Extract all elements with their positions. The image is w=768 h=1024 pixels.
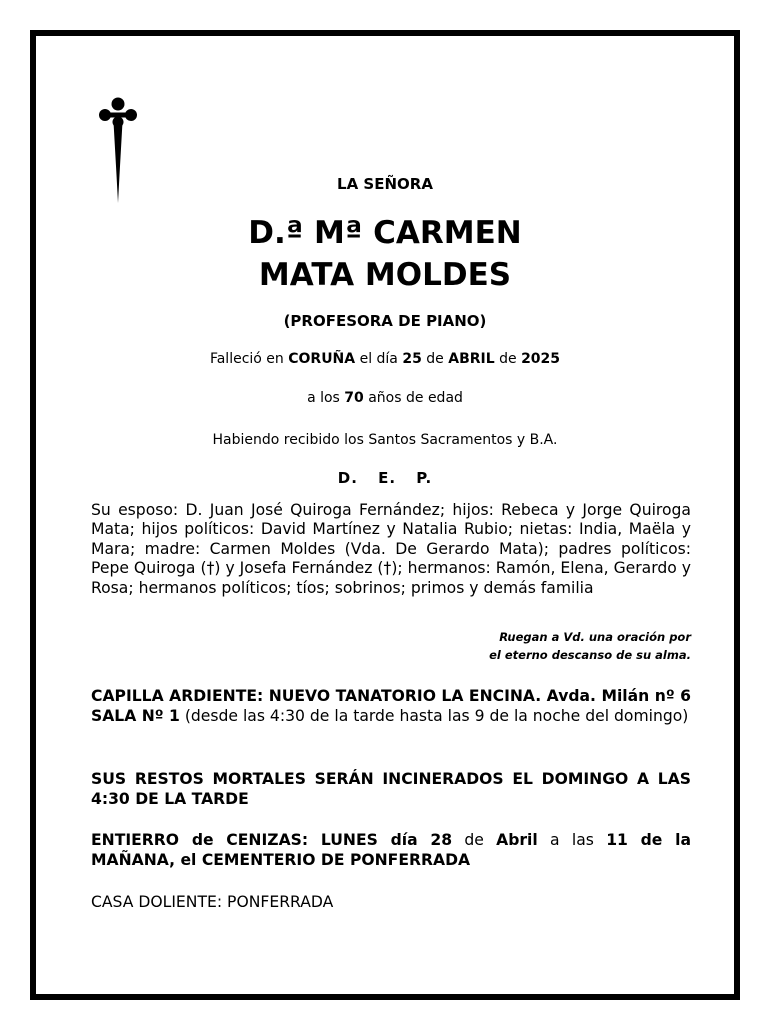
chapel-paragraph [91, 686, 691, 726]
dep-line: D. E. P. [337, 469, 433, 487]
death-place: CORUÑA [288, 351, 356, 367]
death-mid3: de [494, 351, 522, 367]
remains-text: SUS RESTOS MORTALES SERÁN INCINERADOS EL DOMINGO A LAS 4:30 DE LA TARDE [91, 770, 691, 808]
sacraments-line: Habiendo recibido los Santos Sacramentos y B.A. [212, 432, 558, 448]
prayer-note [489, 628, 691, 664]
age-line [36, 390, 734, 406]
prayer-line-1: Ruegan a Vd. una oración por [499, 630, 691, 644]
death-line [36, 351, 734, 367]
death-year: 2025 [521, 351, 561, 367]
burial-part5: 11 de la MAÑANA, el CEMENTERIO DE PONFERRADA [91, 831, 692, 869]
cross-icon [97, 95, 139, 211]
chapel-rest: (desde las 4:30 de la tarde hasta las 9 de la noche del domingo) [179, 707, 689, 725]
burial-part2: de [452, 831, 497, 849]
burial-part3: Abril [496, 831, 538, 849]
burial-part1: ENTIERRO de CENIZAS: LUNES día 28 [91, 831, 453, 849]
death-mid2: de [421, 351, 449, 367]
title-label: LA SEÑORA [337, 175, 433, 193]
house-line: CASA DOLIENTE: PONFERRADA [91, 893, 334, 911]
death-day: 25 [402, 351, 422, 367]
death-prefix: Falleció en [209, 351, 289, 367]
death-month: ABRIL [448, 351, 495, 367]
chapel-bold: CAPILLA ARDIENTE: NUEVO TANATORIO LA ENCINA. Avda. Milán nº 6 SALA Nº 1 [91, 687, 691, 725]
name-line-1: D.ª Mª CARMEN [248, 215, 522, 251]
prayer-line-2: el eterno descanso de su alma. [489, 648, 691, 662]
obituary-frame [30, 30, 740, 1000]
age-years: 70 [344, 390, 364, 406]
family-paragraph: Su esposo: D. Juan José Quiroga Fernández; hijos: Rebeca y Jorge Quiroga Mata; hijos políticos: David Martínez y Natalia Rubio; nietas: India, Maëla y Mara; madre: Carmen Moldes (Vda. De Gerardo Mata); padres políticos: Pepe Quiroga (†) y Josefa Fernández (†); hermanos: Ramón, Elena, Gerardo y Rosa; hermanos políticos; tíos; sobrinos; primos y demás familia [91, 501, 691, 597]
age-suffix: años de edad [363, 390, 463, 406]
burial-part4: a las [537, 831, 607, 849]
deceased-name [36, 212, 734, 296]
name-line-2: MATA MOLDES [258, 257, 512, 293]
death-mid1: el día [355, 351, 403, 367]
remains-paragraph [91, 769, 691, 809]
profession: (PROFESORA DE PIANO) [283, 312, 487, 330]
burial-paragraph [91, 830, 691, 870]
age-prefix: a los [307, 390, 345, 406]
